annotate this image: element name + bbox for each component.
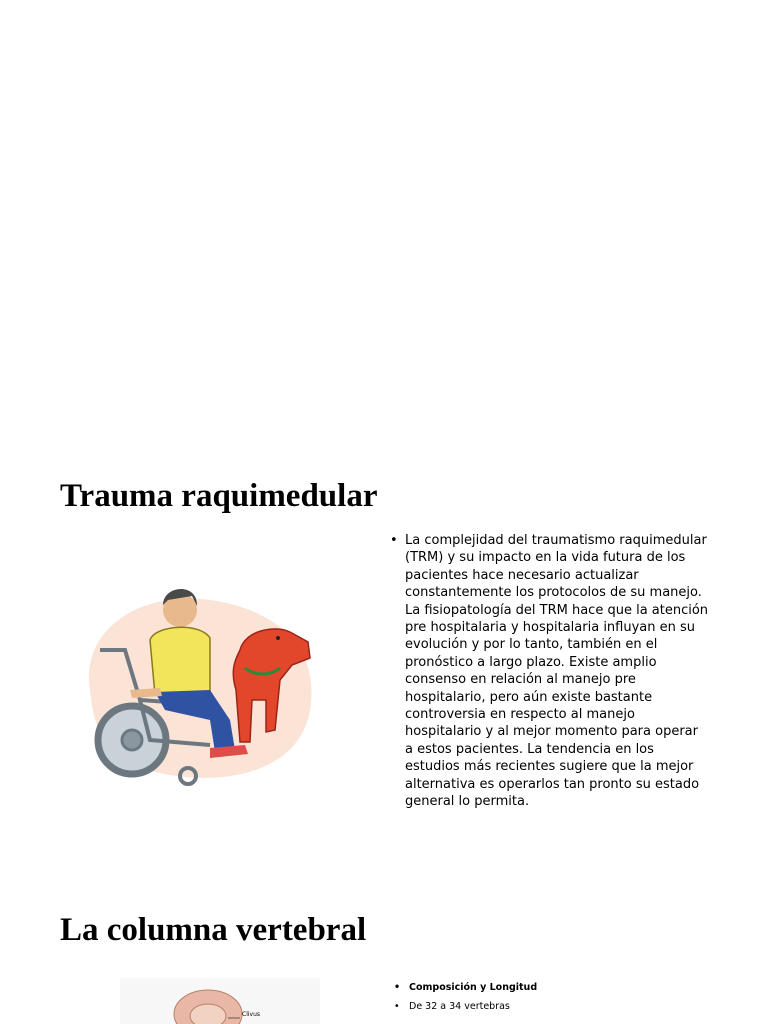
bullet-item-2: • De 32 a 34 vertebras — [394, 1001, 724, 1012]
slide-columna-vertebral — [0, 900, 768, 1024]
bullet-item-1: • Composición y Longitud — [394, 982, 724, 993]
slide-heading-2: La columna vertebral — [60, 912, 367, 948]
spine-anatomy-illustration — [120, 978, 320, 1024]
image-label-clivus: Clivus — [242, 1011, 261, 1018]
wheelchair-dog-illustration — [70, 570, 330, 800]
bullet-list — [390, 532, 710, 811]
bullet-item: • La complejidad del traumatismo raquimedular (TRM) y su impacto en la vida futura de los pacientes hace necesario actualizar constantemente los protocolos de su manejo. La fisiopatología del TRM hace que la atención pre hospitalaria y hospitalaria influyan en su evolución y por lo tanto, también en el pronóstico a largo plazo. Existe amplio consenso en relación al manejo pre hospitalario, pero aún existe bastante controversia en respecto al manejo hospitalario y al mejor momento para operar a estos pacientes. La tendencia en los estudios más recientes sugiere que la mejor alternativa es operarlos tan pronto su estado general lo permita. — [390, 532, 710, 811]
slide-heading: Trauma raquimedular — [60, 478, 378, 514]
bullet-list-2 — [394, 982, 724, 1020]
